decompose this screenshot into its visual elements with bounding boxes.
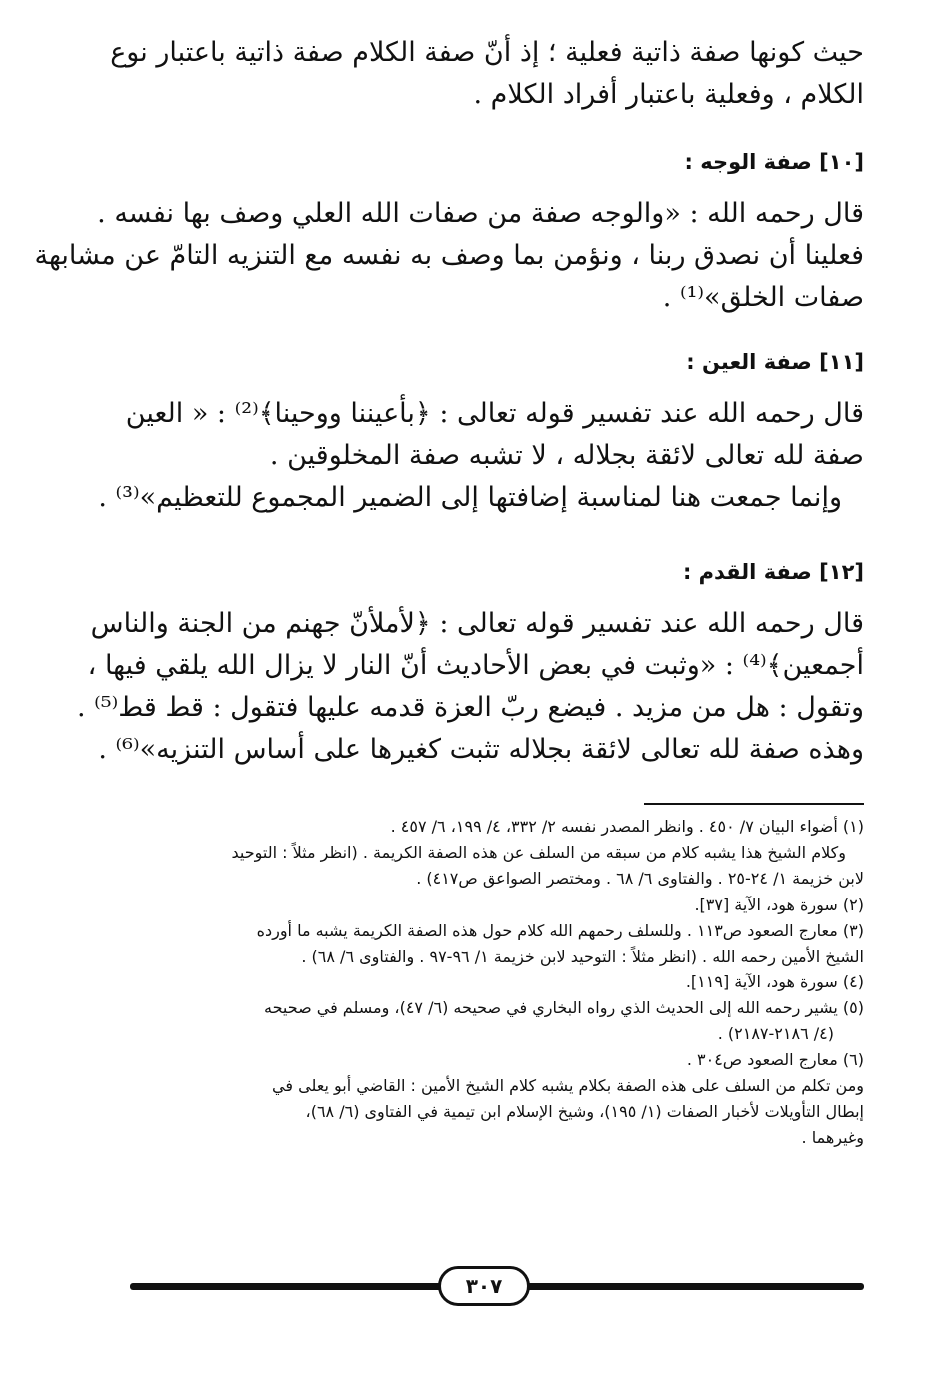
text-line: حيث كونها صفة ذاتية فعلية ؛ إذ أنّ صفة الكلام صفة ذاتية باعتبار نوع: [110, 37, 864, 68]
text-line: أجمعين﴾⁽⁴⁾ : «وثبت في بعض الأحاديث أنّ النار لا يزال الله يلقي فيها ،: [87, 649, 864, 681]
section-body-12: [76, 603, 864, 770]
section-heading-11: [١١] صفة العين :: [686, 350, 864, 374]
text-line: فعلينا أن نصدق ربنا ، ونؤمن بما وصف به نفسه مع التنزيه التامّ عن مشابهة: [34, 239, 864, 271]
footnote-line: (٣) معارج الصعود ص١١٣ . وللسلف رحمهم الله كلام حول هذه الصفة الكريمة يشبه ما أورده: [256, 920, 864, 940]
footnotes: [130, 814, 864, 1151]
section-body-11: [98, 393, 864, 519]
intro-paragraph: [110, 32, 864, 116]
section-heading-12: [١٢] صفة القدم :: [682, 560, 864, 584]
page-number: ٣٠٧: [438, 1266, 530, 1306]
text-line: الكلام ، وفعلية باعتبار أفراد الكلام .: [473, 78, 864, 110]
footnote-line: (٢) سورة هود، الآية [٣٧].: [694, 894, 864, 914]
footnote-divider: [644, 803, 864, 805]
footnote-line: (٦) معارج الصعود ص٣٠٤ .: [686, 1050, 864, 1070]
section-heading-10: [١٠] صفة الوجه :: [684, 150, 864, 174]
text-line: قال رحمه الله : «والوجه صفة من صفات الله العلي وصف بها نفسه .: [97, 198, 864, 229]
text-line: قال رحمه الله عند تفسير قوله تعالى : ﴿لأملأنّ جهنم من الجنة والناس: [90, 608, 864, 639]
footnote-line: وغيرهما .: [801, 1127, 864, 1147]
text-line: وهذه صفة لله تعالى لائقة بجلاله تثبت كغيرها على أساس التنزيه»⁽⁶⁾ .: [98, 733, 864, 765]
text-line: قال رحمه الله عند تفسير قوله تعالى : ﴿بأعيننا ووحينا﴾⁽²⁾ : « العين: [125, 398, 864, 429]
text-line: وإنما جمعت هنا لمناسبة إضافتها إلى الضمير المجموع للتعظيم»⁽³⁾ .: [98, 481, 842, 513]
footnote-line: إبطال التأويلات لأخبار الصفات (١/ ١٩٥)، وشيخ الإسلام ابن تيمية في الفتاوى (٦/ ٦٨)،: [305, 1101, 864, 1121]
text-line: وتقول : هل من مزيد . فيضع ربّ العزة قدمه عليها فتقول : قط قط⁽⁵⁾ .: [76, 691, 864, 723]
footnote-line: (٤/ ٢١٨٦-٢١٨٧) .: [717, 1024, 834, 1044]
footnote-line: (٥) يشير رحمه الله إلى الحديث الذي رواه البخاري في صحيحه (٦/ ٤٧)، ومسلم في صحيحه: [264, 998, 864, 1018]
footnote-line: ومن تكلم من السلف على هذه الصفة بكلام يشبه كلام الشيخ الأمين : القاضي أبو يعلى في: [272, 1076, 864, 1096]
footnote-line: الشيخ الأمين رحمه الله . (انظر مثلاً : التوحيد لابن خزيمة ١/ ٩٦-٩٧ . والفتاوى ٦/ ٦٨) .: [301, 946, 864, 966]
footnote-line: (١) أضواء البيان ٧/ ٤٥٠ . وانظر المصدر نفسه ٢/ ٣٣٢، ٤/ ١٩٩، ٦/ ٤٥٧ .: [390, 817, 864, 836]
footnote-line: لابن خزيمة ١/ ٢٤-٢٥ . والفتاوى ٦/ ٦٨ . ومختصر الصواعق ص٤١٧) .: [416, 868, 864, 888]
footnote-line: وكلام الشيخ هذا يشبه كلام من سبقه من السلف عن هذه الصفة الكريمة . (انظر مثلاً : التوحيد: [231, 842, 846, 862]
footnote-line: (٤) سورة هود، الآية [١١٩].: [685, 972, 864, 992]
text-line: صفة لله تعالى لائقة بجلاله ، لا تشبه صفة المخلوقين .: [269, 439, 864, 471]
section-body-10: [34, 193, 864, 319]
text-line: صفات الخلق»⁽¹⁾ .: [662, 281, 864, 313]
